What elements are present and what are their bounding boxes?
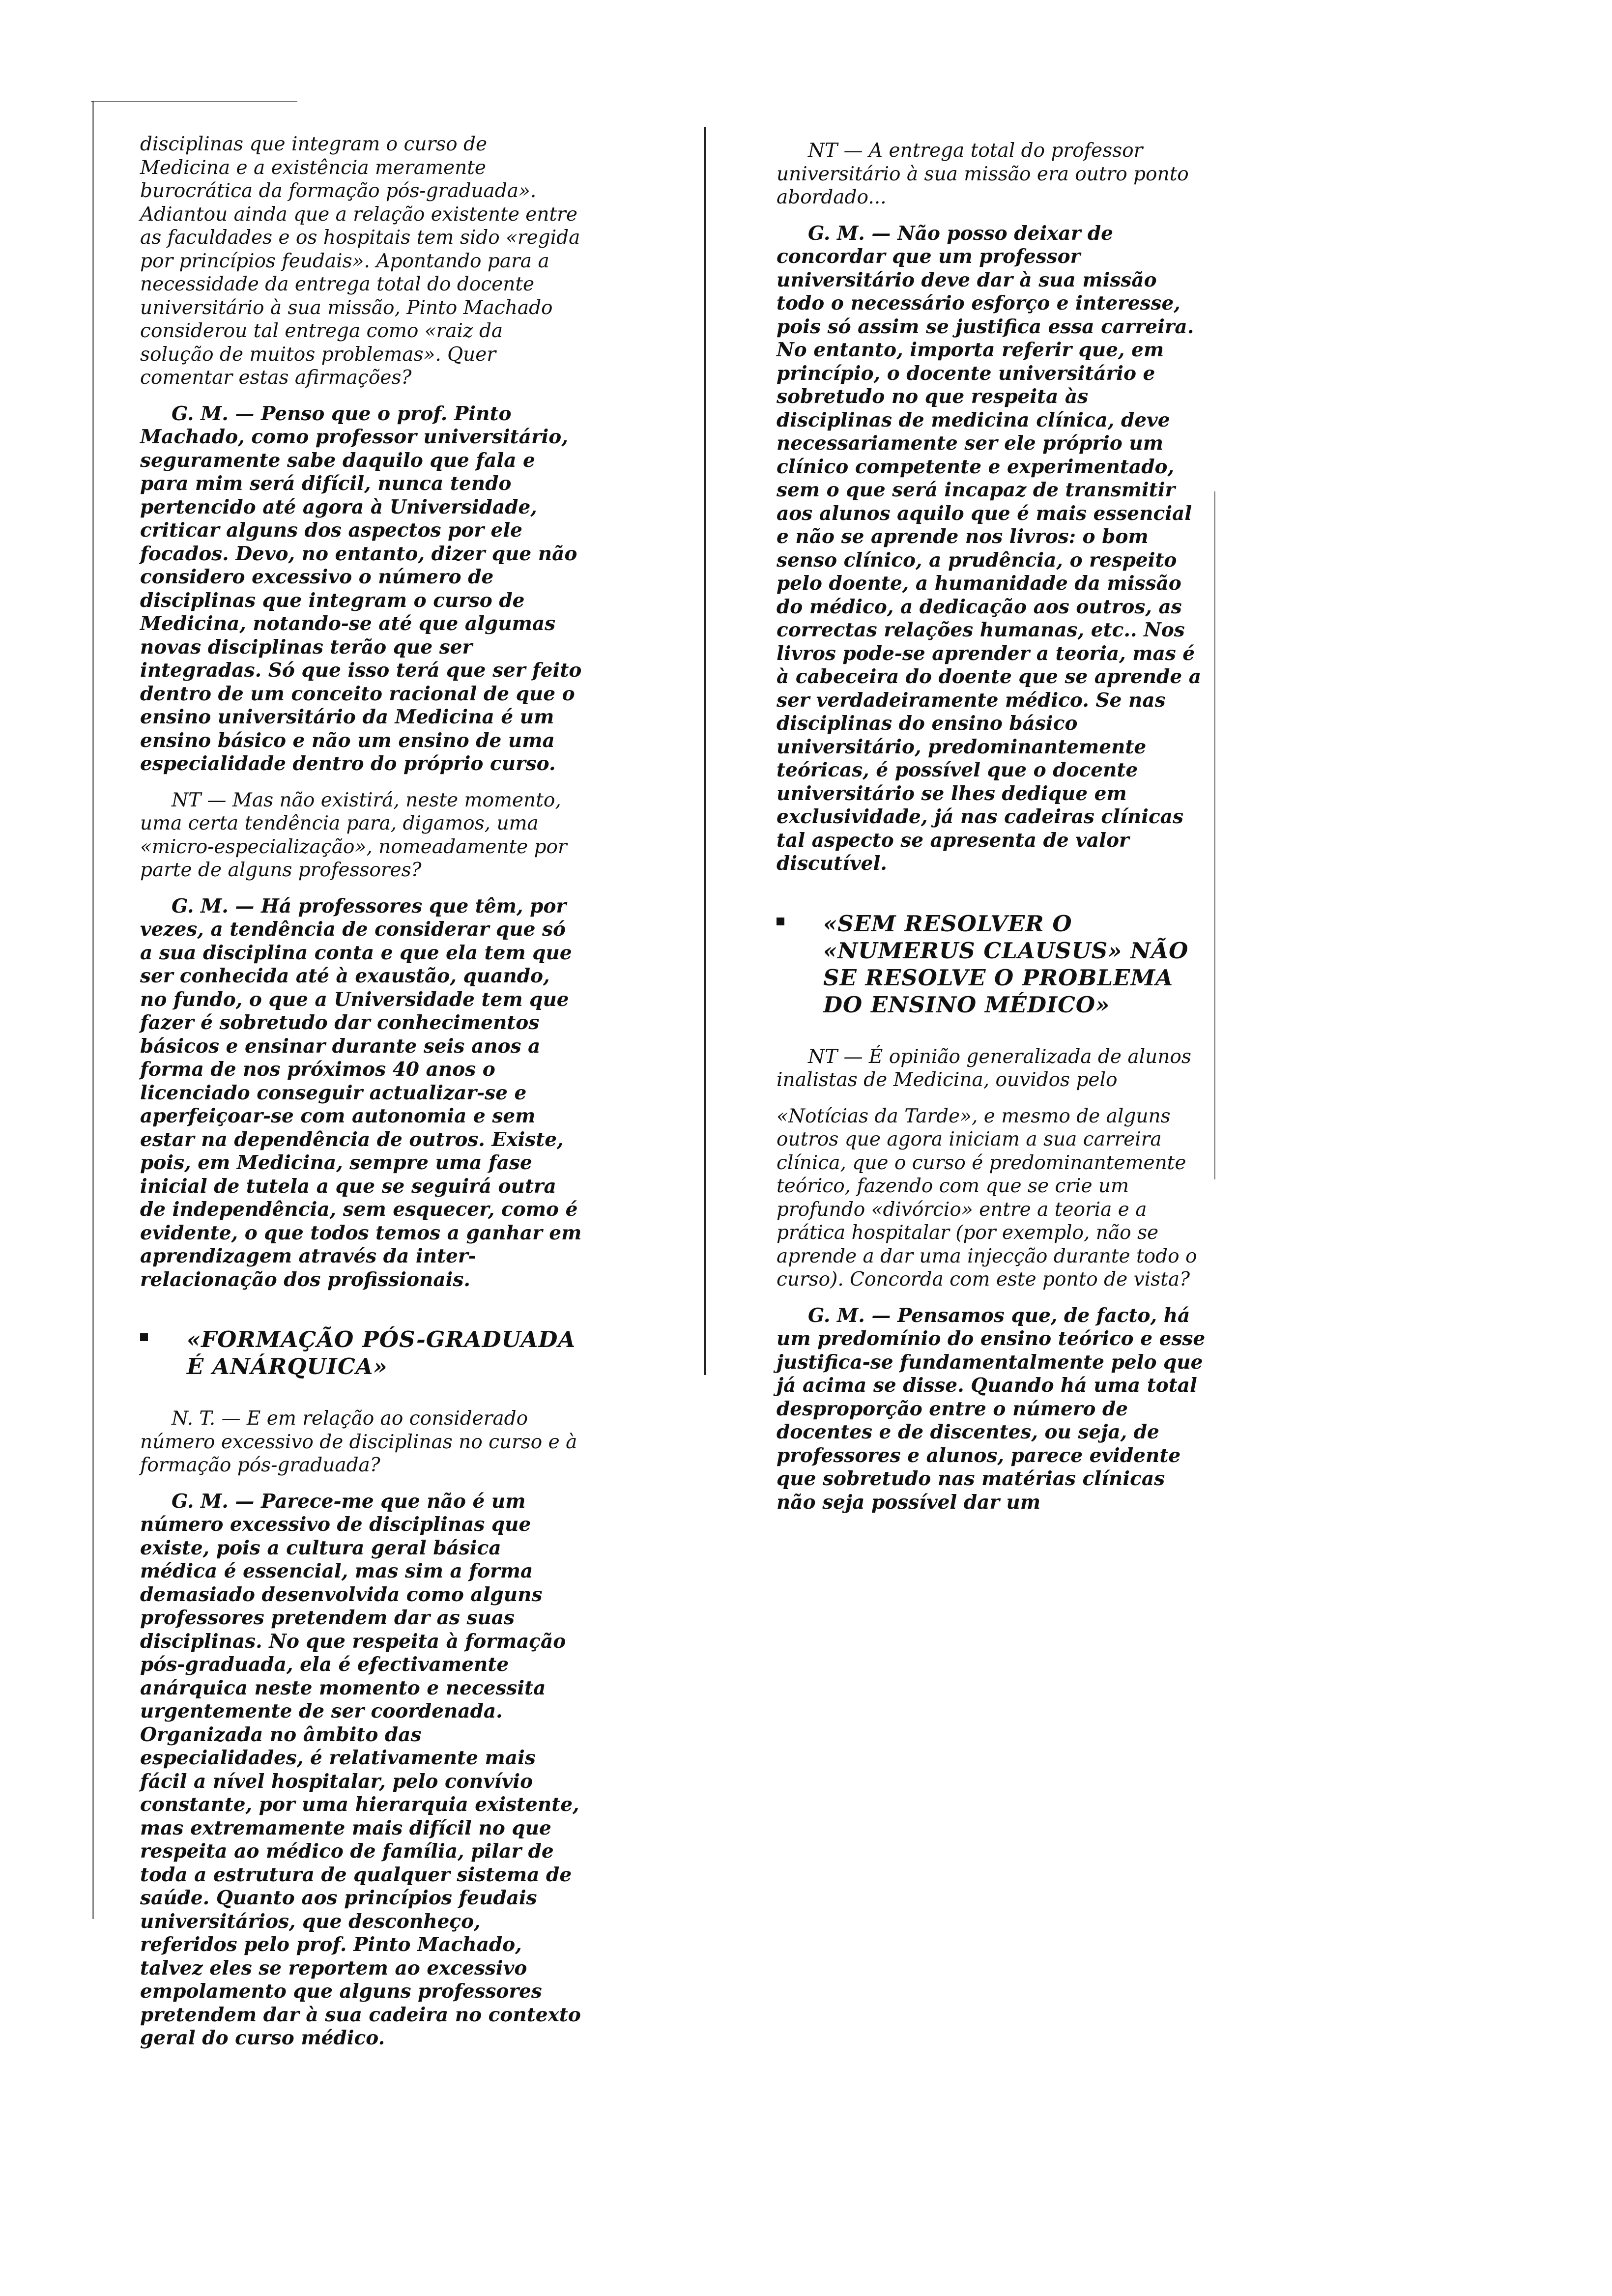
section-heading: «SEM RESOLVER O «NUMERUS CLAUSUS» NÃO SE RESOLVE O PROBLEMA DO ENSINO MÉDICO»	[777, 910, 1209, 1018]
top-rule	[91, 101, 297, 102]
left-column	[140, 133, 582, 2063]
answer-paragraph: G. M. — Não posso deixar de concordar que um professor universitário deve dar à sua missão todo o necessário esforço e interesse, pois só assim se justifica essa carreira. No entanto, importa referir que, em princípio, o docente universitário e sobretudo no que respeita às disciplinas de medicina clínica, deve necessariamente ser ele próprio um clínico competente e experimentado, sem o que será incapaz de transmitir aos alunos aquilo que é mais essencial e não se aprende nos livros: o bom senso clínico, a prudência, o respeito pelo doente, a humanidade da missão do médico, a dedicação aos outros, as correctas relações humanas, etc.. Nos livros pode-se aprender a teoria, mas é à cabeceira do doente que se aprende a ser verdadeiramente médico. Se nas disciplinas do ensino básico universitário, predominantemente teóricas, é possível que o docente universitário se lhes dedique em exclusividade, já nas cadeiras clínicas tal aspecto se apresenta de valor discutível.	[777, 222, 1201, 875]
question-paragraph: NT — É opinião generalizada de alunos inalistas de Medicina, ouvidos pelo	[777, 1045, 1191, 1091]
right-column	[777, 139, 1209, 1527]
question-paragraph: NT — A entrega total do professor universitário à sua missão era outro ponto abordado...	[777, 140, 1189, 208]
answer-paragraph: G. M. — Pensamos que, de facto, há um predomínio do ensino teórico e esse justifica-se fundamentalmente pelo que já acima se disse. Quando há uma total desproporção entre o número de docentes e de discentes, ou seja, de professores e alunos, parece evidente que sobretudo nas matérias clínicas não seja possível dar um	[777, 1304, 1206, 1514]
answer-paragraph: G. M. — Penso que o prof. Pinto Machado, como professor universitário, seguramente sabe daquilo que fala e para mim será difícil, nunca tendo pertencido até agora à Universidade, criticar alguns dos aspectos por ele focados. Devo, no entanto, dizer que não considero excessivo o número de disciplinas que integram o curso de Medicina, notando-se até que algumas novas disciplinas terão que ser integradas. Só que isso terá que ser feito dentro de um conceito racional de que o ensino universitário da Medicina é um ensino básico e não um ensino de uma especialidade dentro do próprio curso.	[140, 402, 582, 775]
question-paragraph: N. T. — E em relação ao considerado número excessivo de disciplinas no curso e à formação pós-graduada?	[140, 1407, 577, 1476]
answer-paragraph: G. M. — Parece-me que não é um número excessivo de disciplinas que existe, pois a cultura geral básica médica é essencial, mas sim a forma demasiado desenvolvida como alguns professores pretendem dar as suas disciplinas. No que respeita à formação pós-graduada, ela é efectivamente anárquica neste momento e necessita urgentemente de ser coordenada. Organizada no âmbito das especialidades, é relativamente mais fácil a nível hospitalar, pelo convívio constante, por uma hierarquia existente, mas extremamente mais difícil no que respeita ao médico de família, pilar de toda a estrutura de qualquer sistema de saúde. Quanto aos princípios feudais universitários, que desconheço, referidos pelo prof. Pinto Machado, talvez eles se reportem ao excessivo empolamento que alguns professores pretendem dar à sua cadeira no contexto geral do curso médico.	[140, 1490, 581, 2049]
column-divider	[704, 127, 706, 1375]
right-margin-rule	[1214, 491, 1215, 1179]
section-heading: «FORMAÇÃO PÓS-GRADUADA É ANÁRQUICA»	[140, 1326, 582, 1380]
question-paragraph-continued: «Notícias da Tarde», e mesmo de alguns outros que agora iniciam a sua carreira clínica, que o curso é predominantemente teórico, fazendo com que se crie um profundo «divórcio» entre a teoria e a prática hospitalar (por exemplo, não se aprende a dar uma injecção durante todo o curso). Concorda com este ponto de vista?	[777, 1105, 1197, 1291]
left-intro-paragraph: disciplinas que integram o curso de Medicina e a existência meramente burocrática da formação pós-graduada». Adiantou ainda que a relação existente entre as faculdades e os hospitais tem sido «regida por princípios feudais». Apontando para a necessidade da entrega total do docente universitário à sua missão, Pinto Machado considerou tal entrega como «raiz da solução de muitos problemas». Quer comentar estas afirmações?	[140, 133, 580, 389]
left-margin-rule	[92, 101, 94, 1919]
question-paragraph: NT — Mas não existirá, neste momento, uma certa tendência para, digamos, uma «micro-especialização», nomeadamente por parte de alguns professores?	[140, 789, 567, 881]
answer-paragraph: G. M. — Há professores que têm, por vezes, a tendência de considerar que só a sua disciplina conta e que ela tem que ser conhecida até à exaustão, quando, no fundo, o que a Universidade tem que fazer é sobretudo dar conhecimentos básicos e ensinar durante seis anos a forma de nos próximos 40 anos o licenciado conseguir actualizar-se e aperfeiçoar-se com autonomia e sem estar na dependência de outros. Existe, pois, em Medicina, sempre uma fase inicial de tutela a que se seguirá outra de independência, sem esquecer, como é evidente, o que todos temos a ganhar em aprendizagem através da inter-relacionação dos profissionais.	[140, 894, 582, 1291]
